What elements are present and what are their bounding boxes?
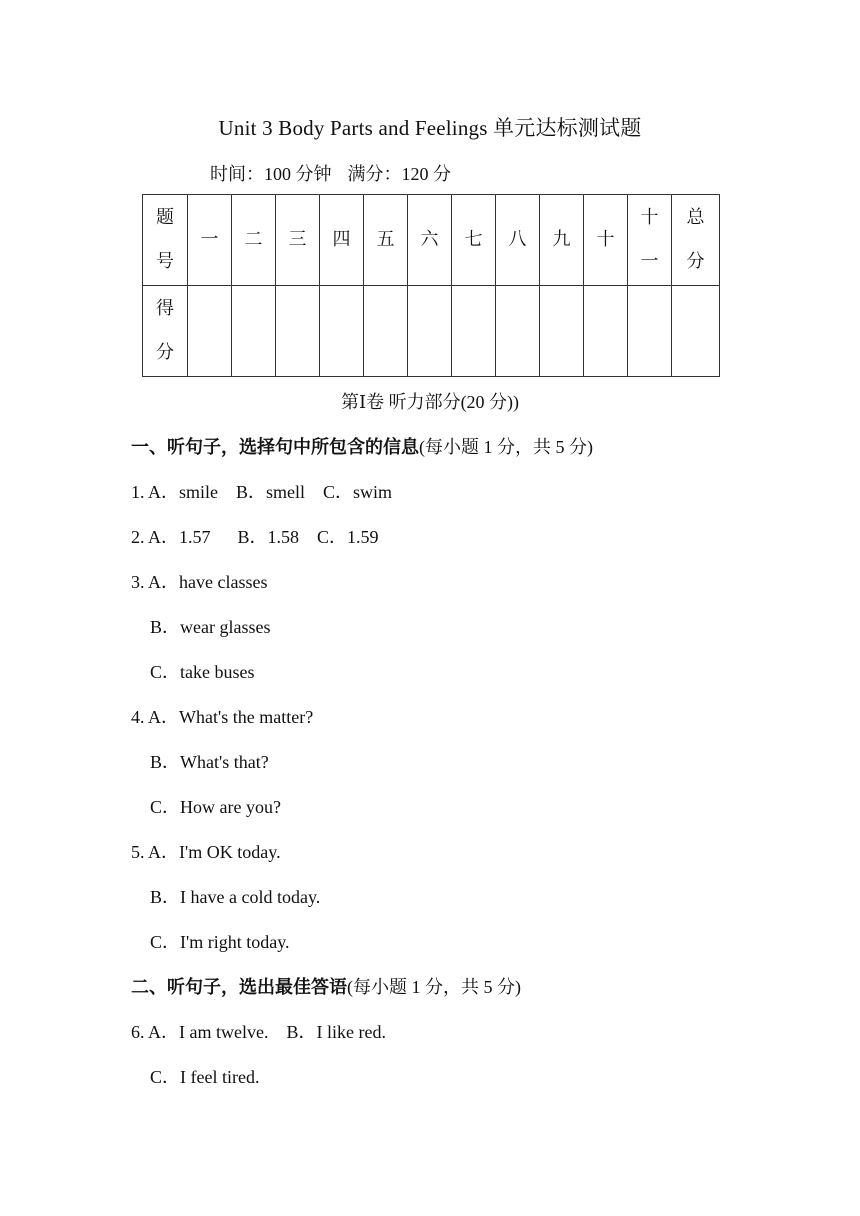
question-4-option-b: B．What's that? xyxy=(150,752,269,772)
header-col-10: 十 xyxy=(584,195,628,286)
header-col-1: 一 xyxy=(188,195,232,286)
score-cell xyxy=(628,286,672,377)
header-col-8: 八 xyxy=(496,195,540,286)
question-6-option-c: C．I feel tired. xyxy=(150,1067,260,1087)
question-5-option-b: B．I have a cold today. xyxy=(150,887,321,907)
header-col-3: 三 xyxy=(276,195,320,286)
score-cell xyxy=(408,286,452,377)
question-1: 1. A．smile B．smell C．swim xyxy=(131,482,393,502)
header-col-6: 六 xyxy=(408,195,452,286)
score-cell xyxy=(452,286,496,377)
score-cell xyxy=(188,286,232,377)
header-col-2: 二 xyxy=(232,195,276,286)
header-col-4: 四 xyxy=(320,195,364,286)
exam-full-score: 满分：120 分 xyxy=(347,164,451,184)
score-cell xyxy=(584,286,628,377)
page-title: Unit 3 Body Parts and Feelings 单元达标测试题 xyxy=(218,116,642,140)
question-5-option-c: C．I'm right today. xyxy=(150,932,290,952)
score-cell xyxy=(540,286,584,377)
exam-meta xyxy=(210,160,451,186)
score-cell xyxy=(232,286,276,377)
exam-time: 时间：100 分钟 xyxy=(210,164,332,184)
score-cell xyxy=(496,286,540,377)
part1-heading: 一、听句子，选择句中所包含的信息(每小题 1 分，共 5 分) xyxy=(131,437,593,458)
question-2: 2. A．1.57 B．1.58 C．1.59 xyxy=(131,527,379,547)
score-cell xyxy=(276,286,320,377)
header-col-9: 九 xyxy=(540,195,584,286)
score-table-header-row xyxy=(143,195,720,286)
part2-heading: 二、听句子，选出最佳答语(每小题 1 分，共 5 分) xyxy=(131,977,521,998)
question-3-option-b: B．wear glasses xyxy=(150,617,271,637)
question-4-option-a: 4. A．What's the matter? xyxy=(131,707,314,727)
header-col-7: 七 xyxy=(452,195,496,286)
score-cell xyxy=(320,286,364,377)
question-6: 6. A．I am twelve. B．I like red. xyxy=(131,1022,386,1042)
section-title: 第Ⅰ卷 听力部分(20 分)) xyxy=(340,392,520,412)
header-col-11: 十 一 xyxy=(628,195,672,286)
score-cell-total xyxy=(672,286,720,377)
header-col-5: 五 xyxy=(364,195,408,286)
question-3-option-a: 3. A．have classes xyxy=(131,572,268,592)
question-4-option-c: C．How are you? xyxy=(150,797,281,817)
score-table xyxy=(142,194,720,377)
question-5-option-a: 5. A．I'm OK today. xyxy=(131,842,281,862)
header-label-cell: 题 号 xyxy=(143,195,188,286)
question-3-option-c: C．take buses xyxy=(150,662,255,682)
score-table-score-row xyxy=(143,286,720,377)
score-row-label: 得 分 xyxy=(143,286,188,377)
header-col-total: 总 分 xyxy=(672,195,720,286)
score-cell xyxy=(364,286,408,377)
